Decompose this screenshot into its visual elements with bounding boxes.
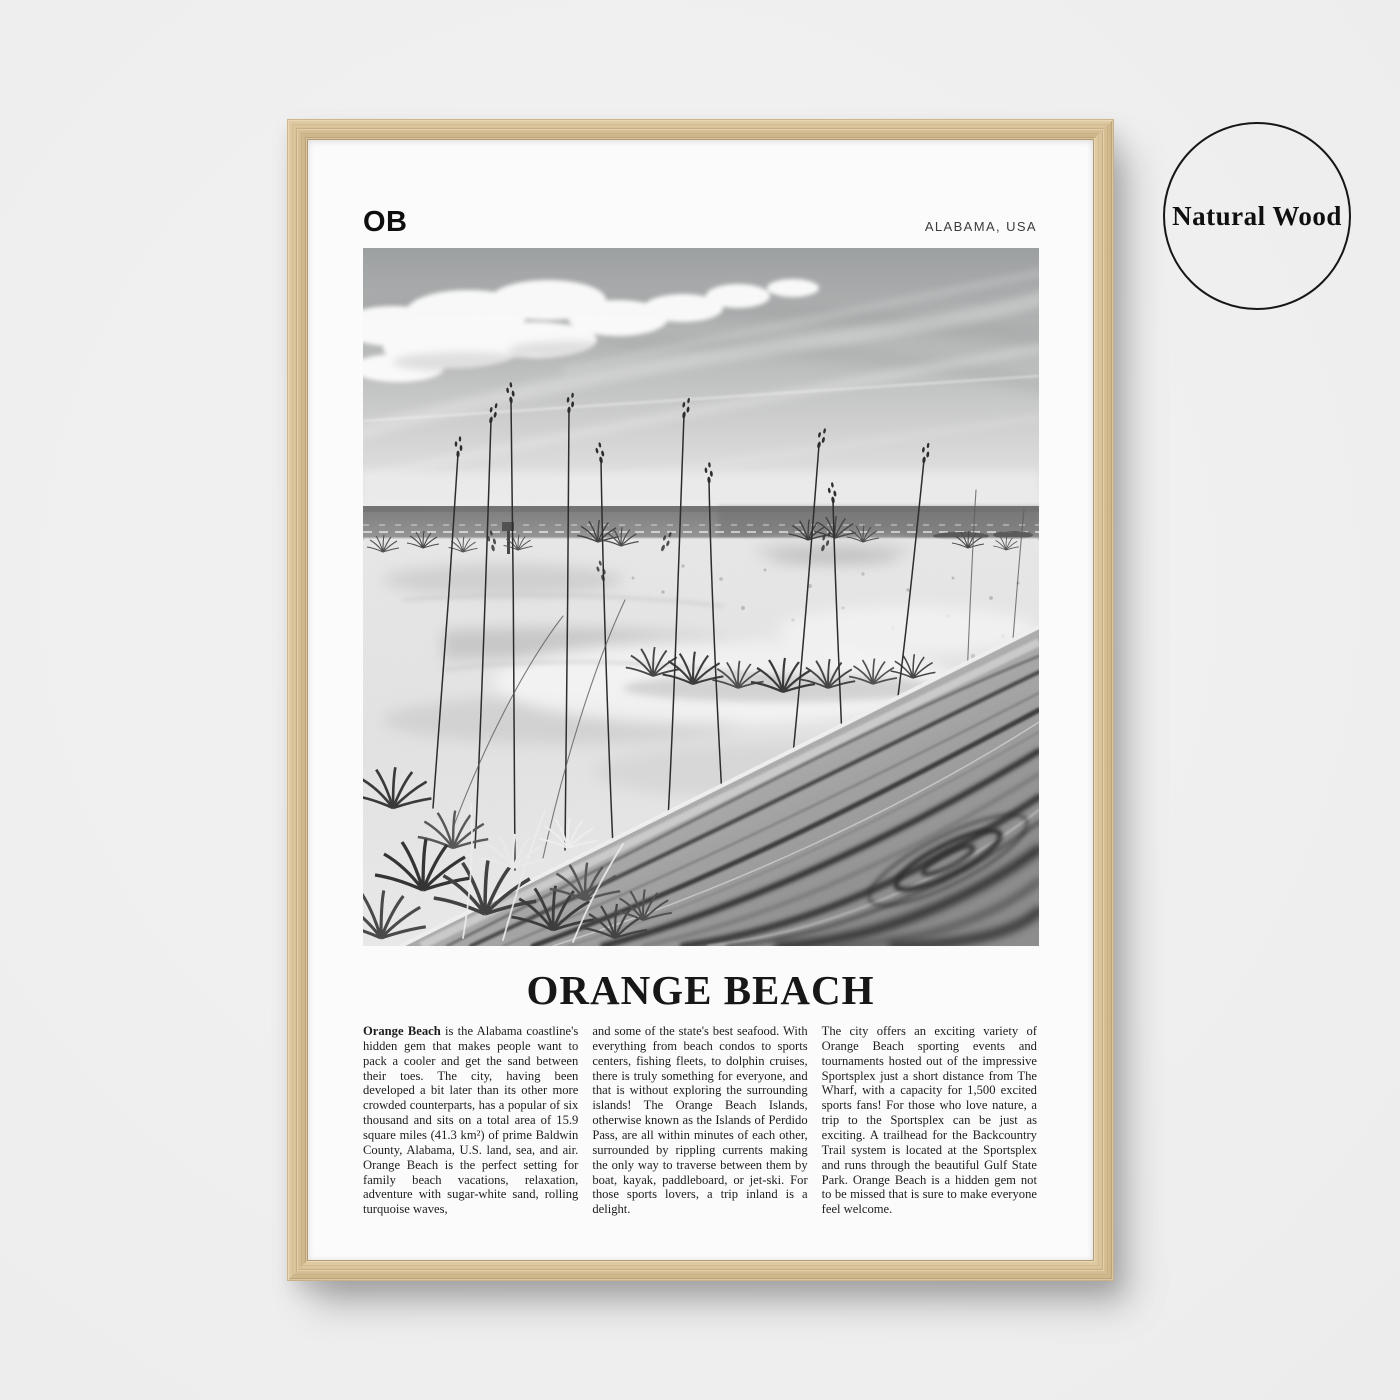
frame-edge-right	[1093, 119, 1114, 1281]
badge-label: Natural Wood	[1172, 200, 1342, 231]
poster-initials: OB	[363, 206, 408, 238]
frame-edge-bottom	[287, 1260, 1114, 1281]
body-column-3: The city offers an exciting variety of Orange Beach sporting events and tournaments hosted out of the impressive Sportsplex just a short distance from The Wharf, with a capacity for 1,500 excited sports fans! For those who love nature, a trip to the Sportsplex can be just as exciting. A trailhead for the Backcountry Trail system is located at the Sportsplex and runs through the beautiful Gulf State Park. Orange Beach is a hidden gem not to be missed that is sure to make everyone feel welcome.	[821, 1024, 1037, 1217]
poster-title: ORANGE BEACH	[526, 967, 875, 1013]
body-lead: Orange Beach	[363, 1024, 441, 1038]
body-column-2: and some of the state's best seafood. With everything from beach condos to sports centers, fishing fleets, to dolphin cruises, there is truly something for everyone, and that is without exploring the surrounding islands! The Orange Beach Islands, otherwise known as the Islands of Perdido Pass, are all within minutes of each other, surrounded by rippling currents making the only way to traverse between them by boat, kayak, paddleboard, or jet-ski. For those sports lovers, a trip inland is a delight.	[592, 1024, 808, 1217]
body-column-1: Orange Beach is the Alabama coastline's hidden gem that makes people want to pack a cooler and get the sand between their toes. The city, having been developed a bit later than its other more crowded counterparts, has a popular of six thousand and sits on a total area of 15.9 square miles (41.3 km²) of prime Baldwin County, Alabama, U.S. land, sea, and air. Orange Beach is the perfect setting for family beach vacations, relaxation, adventure with sugar-white sand, rolling turquoise waves,	[363, 1024, 579, 1217]
natural-wood-badge	[1163, 122, 1351, 310]
poster-header	[363, 206, 1037, 239]
poster-body	[363, 1024, 1037, 1217]
beach-photo	[363, 248, 1039, 946]
frame-edge-left	[287, 119, 308, 1281]
poster-frame	[287, 119, 1114, 1281]
poster	[308, 140, 1093, 1260]
poster-location: ALABAMA, USA	[924, 219, 1037, 234]
frame-edge-top	[287, 119, 1114, 140]
